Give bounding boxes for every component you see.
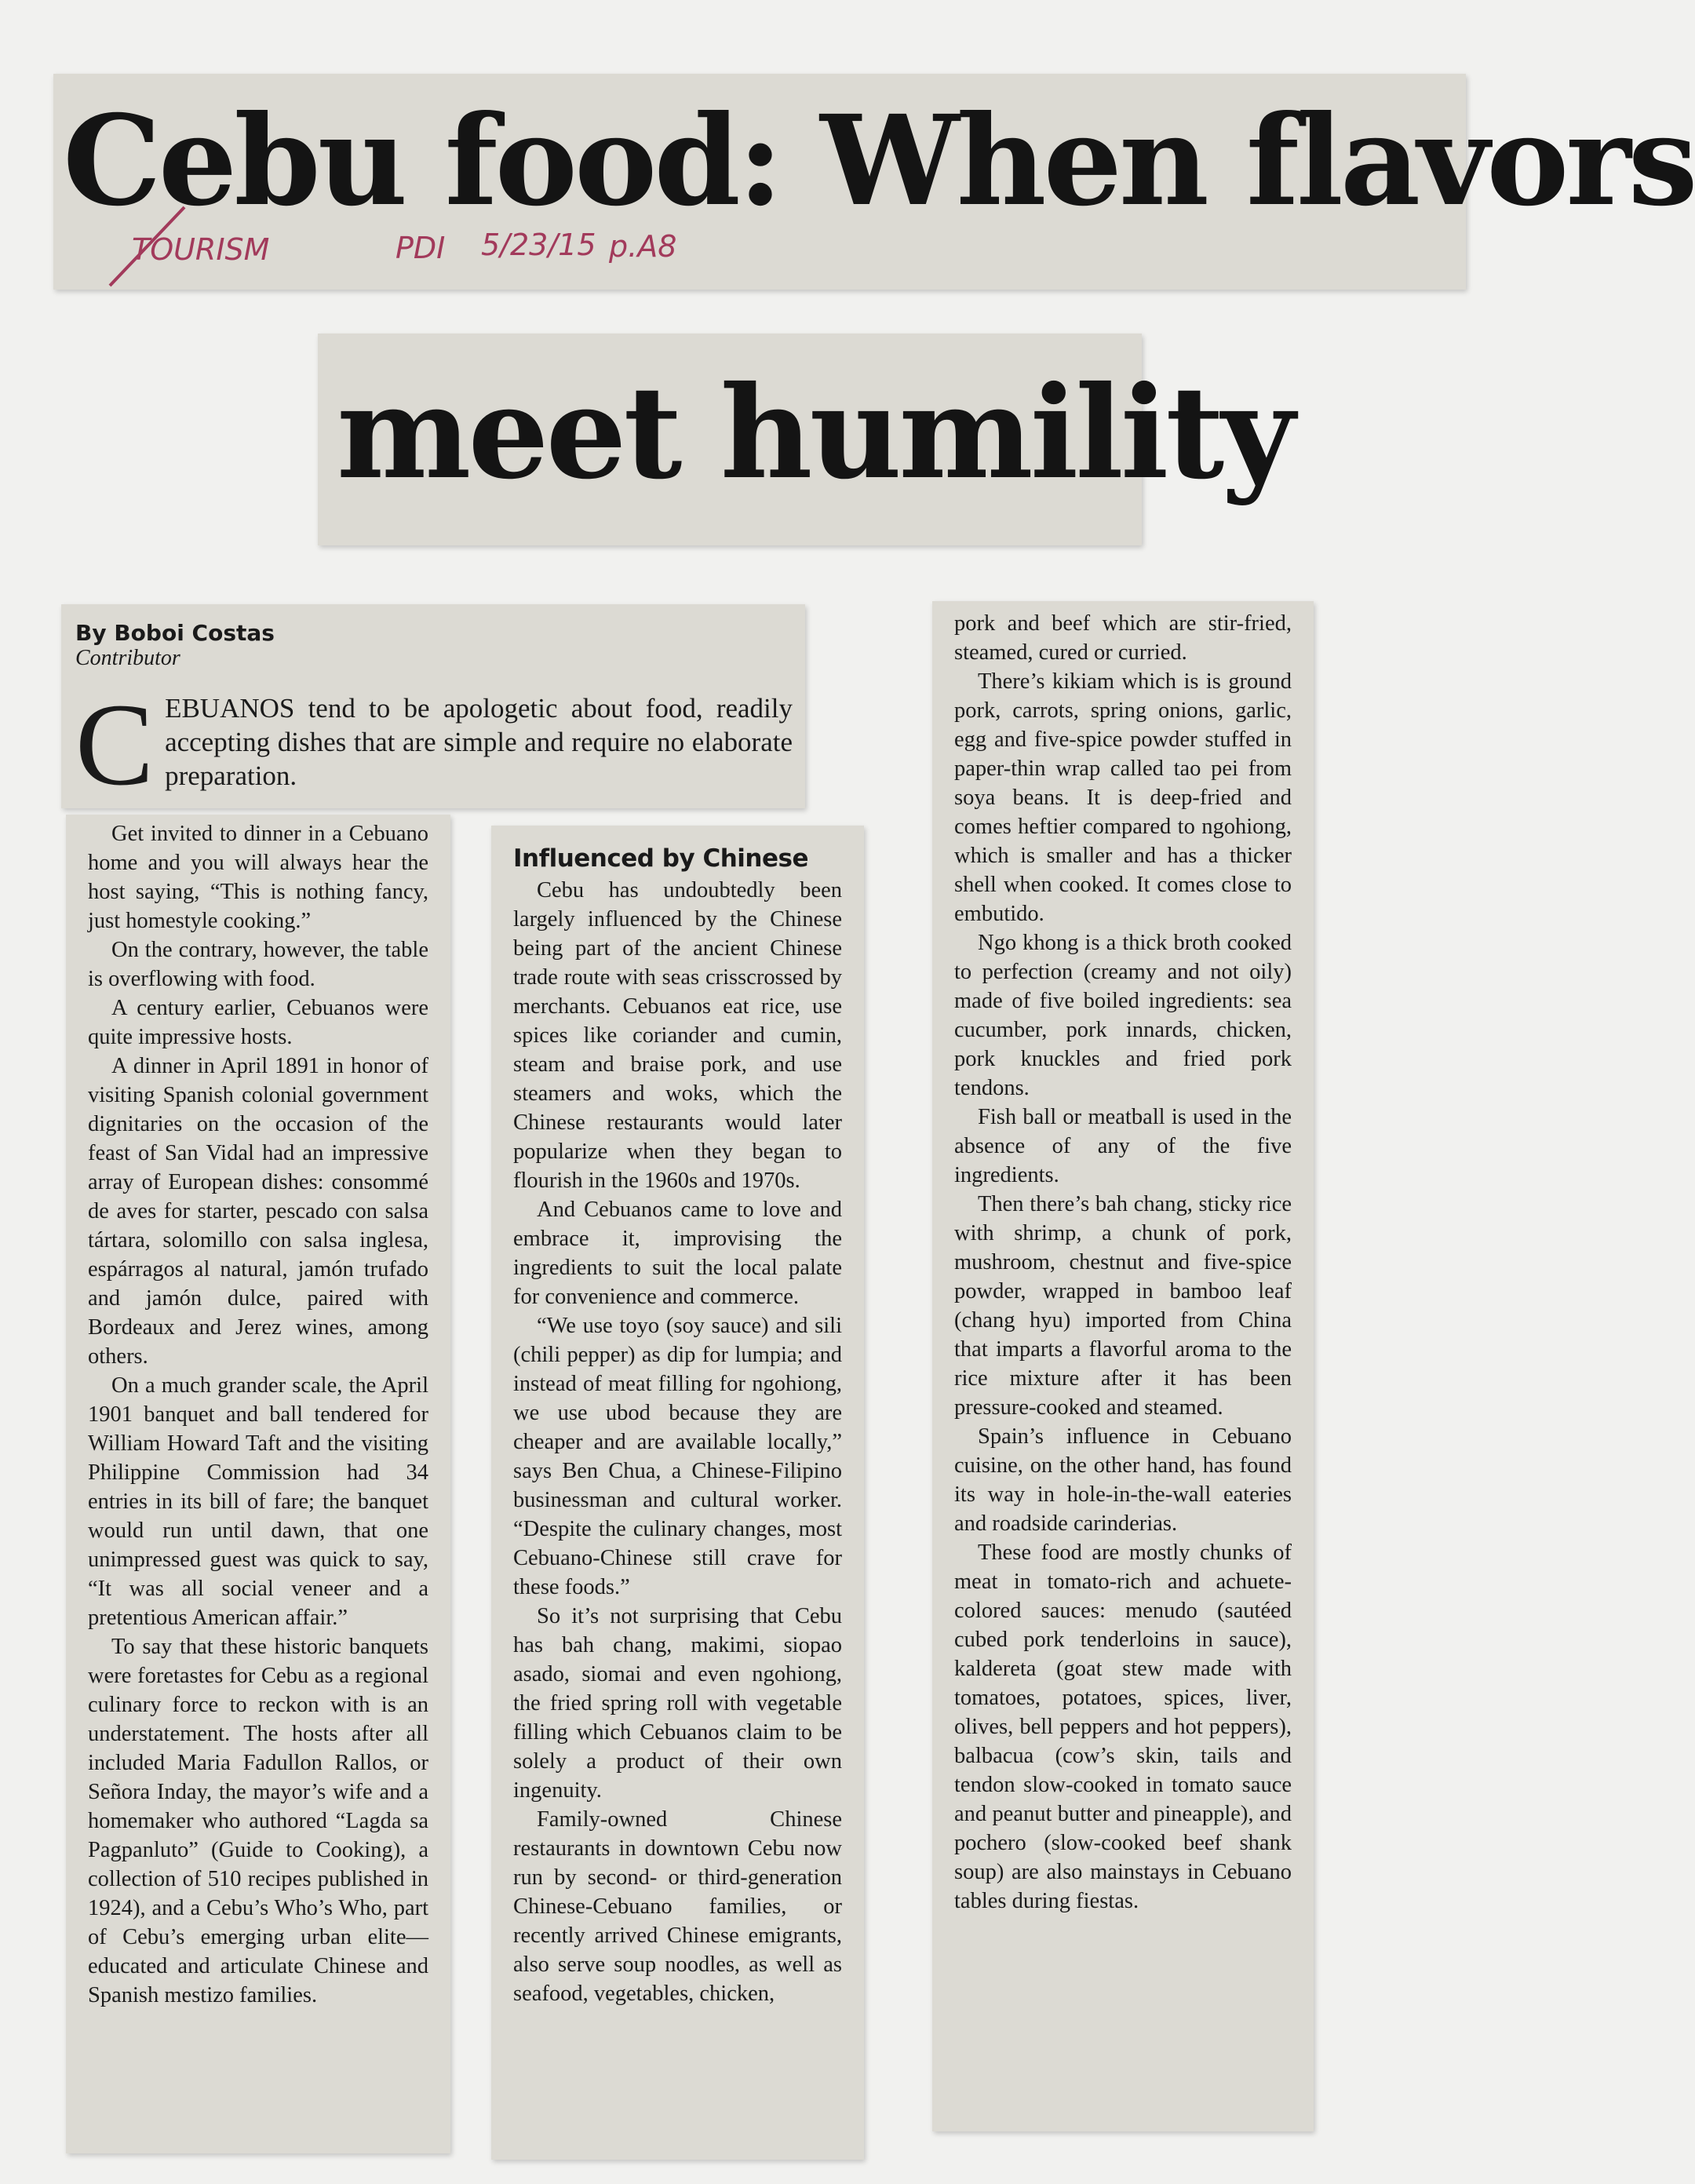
col3-paragraph: These food are mostly chunks of meat in tomato-rich and achuete-colored sauces: menudo (sautéed cubed pork tenderloins in sauce), kaldereta (goat stew made with tomatoes, potatoes, spices, liver, olives, bell peppers and hot peppers), balbacua (cow’s skin, tails and tendon slow-cooked in tomato sauce and peanut butter and pineapple), and pochero (slow-cooked beef shank soup) are also mainstays in Cebuano tables during fiestas. — [954, 1540, 1292, 1913]
col2-paragraph: Cebu has undoubtedly been largely influenced by the Chinese being part of the ancient Chinese trade route with seas crisscrossed by merchants. Cebuanos eat rice, use spices like coriander and cumin, steam and braise pork, and use steamers and woks, which the Chinese restaurants would later popularize when they began to flourish in the 1960s and 1970s. — [513, 878, 842, 1193]
column-1 — [66, 815, 450, 2153]
col2-paragraph: “We use toyo (soy sauce) and sili (chili pepper) as dip for lumpia; and instead of meat filling for ngohiong, we use ubod because they are cheaper and are available locally,” says Ben Chua, a Chinese-Filipino businessman and cultural worker. “Despite the culinary changes, most Cebuano-Chinese still crave for these foods.” — [513, 1314, 842, 1599]
column-2 — [491, 826, 864, 2160]
handwritten-label: TOURISM — [132, 232, 270, 267]
col3-paragraph: pork and beef which are stir-fried, steamed, cured or curried. — [954, 611, 1292, 665]
col2-paragraph: So it’s not surprising that Cebu has bah chang, makimi, siopao asado, siomai and even ngohiong, the fried spring roll with vegetable filling which Cebuanos claim to be solely a product of their own ingenuity. — [513, 1604, 842, 1803]
headline-clip-1 — [53, 74, 1695, 290]
headline-line-1: Cebu food: When flavors — [63, 89, 1695, 234]
col3-paragraph: Ngo khong is a thick broth cooked to perfection (creamy and not oily) made of five boiled ingredients: sea cucumber, pork innards, chicken, pork knuckles and fried pork tendons. — [954, 931, 1292, 1100]
col1-paragraph: On a much grander scale, the April 1901 banquet and ball tendered for William Howard Taft and the visiting Philippine Commission had 34 entries in its bill of fare; the banquet would run until dawn, that one unimpressed guest was quick to say, “It was all social veneer and a pretentious American affair.” — [88, 1373, 428, 1630]
col2-paragraph: And Cebuanos came to love and embrace it, improvising the ingredients to suit the local palate for convenience and commerce. — [513, 1198, 842, 1309]
col1-paragraph: Get invited to dinner in a Cebuano home and you will always hear the host saying, “This is nothing fancy, just homestyle cooking.” — [88, 822, 428, 933]
lead-clip — [61, 604, 805, 808]
headline-line-2: meet humility — [337, 359, 1292, 508]
col3-paragraph: There’s kikiam which is is ground pork, carrots, spring onions, garlic, egg and five-spice powder stuffed in paper-thin wrap called tao pei from soya beans. It is deep-fried and comes heftier compared to ngohiong, which is smaller and has a thicker shell when cooked. It comes close to embutido. — [954, 669, 1292, 926]
col1-paragraph: On the contrary, however, the table is overflowing with food. — [88, 938, 428, 991]
col1-paragraph: To say that these historic banquets were foretastes for Cebu as a regional culinary force to reckon with is an understatement. The hosts after all included Maria Fadullon Rallos, or Señora Inday, the mayor’s wife and a homemaker who authored “Lagda sa Pagpanluto” (Guide to Cooking), a collection of 510 recipes published in 1924), and a Cebu’s Who’s Who, part of Cebu’s emerging urban elite—educated and articulate Chinese and Spanish mestizo families. — [88, 1635, 428, 2007]
handwritten-page: p.A8 — [609, 229, 677, 264]
col3-paragraph: Spain’s influence in Cebuano cuisine, on the other hand, has found its way in hole-in-the-wall eateries and roadside carinderias. — [954, 1424, 1292, 1536]
col2-paragraph: Family-owned Chinese restaurants in downtown Cebu now run by second- or third-generation Chinese-Cebuano families, or recently arrived Chinese emigrants, also serve soup noodles, as well as seafood, vegetables, chicken, — [513, 1807, 842, 2006]
section-subhead: Influenced by Chinese — [513, 844, 808, 873]
col1-paragraph: A century earlier, Cebuanos were quite impressive hosts. — [88, 996, 428, 1049]
handwritten-source: PDI — [396, 231, 446, 265]
byline-name: By Boboi Costas — [75, 620, 275, 646]
byline-role: Contributor — [75, 646, 180, 670]
column-3 — [932, 601, 1314, 2131]
drop-cap: C — [75, 680, 155, 810]
intro-text: EBUANOS tend to be apologetic about food, readily accepting dishes that are simple and require no elaborate preparation. — [165, 693, 793, 791]
handwritten-date: 5/23/15 — [481, 228, 596, 262]
col3-paragraph: Fish ball or meatball is used in the absence of any of the five ingredients. — [954, 1105, 1292, 1187]
headline-clip-2 — [318, 334, 1292, 545]
col1-paragraph: A dinner in April 1891 in honor of visiting Spanish colonial government dignitaries on the occasion of the feast of San Vidal had an impressive array of European dishes: consommé de aves for starter, pescado con salsa tártara, solomillo con salsa inglesa, espárragos al natural, jamón trufado and jamón dulce, paired with Bordeaux and Jerez wines, among others. — [88, 1054, 428, 1369]
intro-paragraph — [75, 680, 793, 810]
col3-paragraph: Then there’s bah chang, sticky rice with shrimp, a chunk of pork, mushroom, chestnut and five-spice powder, wrapped in bamboo leaf (chang hyu) imported from China that imparts a flavorful aroma to the rice mixture after it has been pressure-cooked and steamed. — [954, 1192, 1292, 1420]
